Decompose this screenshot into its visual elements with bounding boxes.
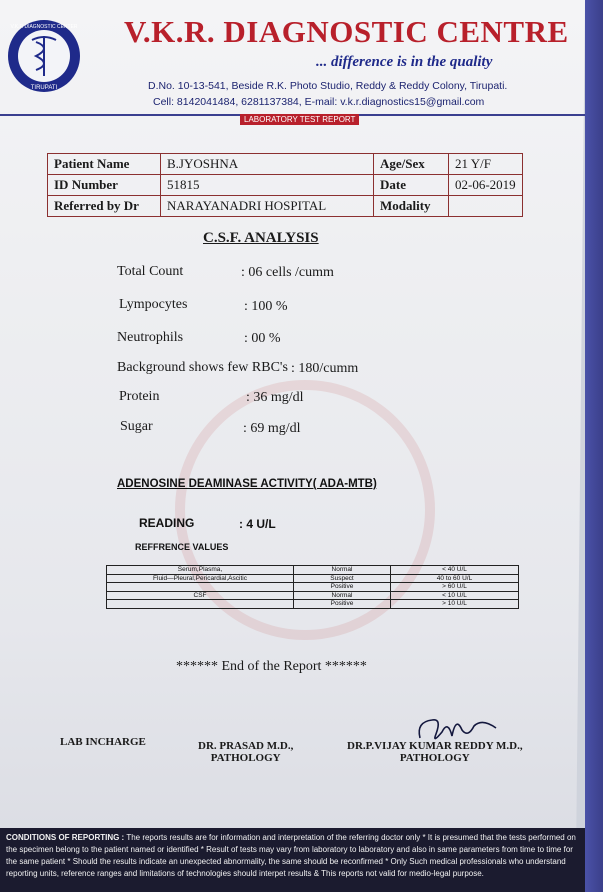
contact-line: Cell: 8142041484, 6281137384, E-mail: v.k.r.diagnostics15@gmail.com <box>153 96 485 108</box>
ref-range: < 10 U/L <box>391 591 519 600</box>
report-label: LABORATORY TEST REPORT <box>240 114 359 125</box>
referred-by: NARAYANADRI HOSPITAL <box>161 196 374 217</box>
doctor-one-name: DR. PRASAD M.D., <box>198 740 294 752</box>
patient-info-table <box>47 153 523 217</box>
ref-status: Positive <box>294 583 391 592</box>
csf-row-label: Neutrophils <box>117 330 184 345</box>
logo-ring-text: V.K.R DIAGNOSTIC CENTER <box>10 24 78 30</box>
ref-sample <box>107 600 294 609</box>
centre-name: V.K.R. DIAGNOSTIC CENTRE <box>124 14 569 49</box>
ref-status: Normal <box>294 566 391 575</box>
csf-row-value: : 06 cells /cumm <box>241 265 334 280</box>
ref-status: Positive <box>294 600 391 609</box>
reading-value: : 4 U/L <box>239 517 276 531</box>
id-label: ID Number <box>48 175 161 196</box>
background-edge <box>585 0 603 892</box>
modality-value <box>449 196 523 217</box>
csf-row-label: Sugar <box>120 419 153 434</box>
csf-row-label: Background shows few RBC's <box>117 360 288 375</box>
ref-range: > 10 U/L <box>391 600 519 609</box>
doctor-one-dept: PATHOLOGY <box>210 752 281 764</box>
doctor-two-name: DR.P.VIJAY KUMAR REDDY M.D., <box>347 740 523 752</box>
end-of-report: ****** End of the Report ****** <box>176 659 367 674</box>
patient-agesex: 21 Y/F <box>449 154 523 175</box>
lab-incharge: LAB INCHARGE <box>60 736 146 748</box>
ref-range: 40 to 60 U/L <box>391 574 519 583</box>
csf-row-label: Total Count <box>117 264 184 279</box>
csf-row-label: Protein <box>119 389 160 404</box>
logo-city: TIRUPATI <box>30 85 58 91</box>
conditions-label: CONDITIONS OF REPORTING : <box>6 833 125 842</box>
patient-name: B.JYOSHNA <box>161 154 374 175</box>
tagline: ... difference is in the quality <box>316 54 493 70</box>
ref-status: Suspect <box>294 574 391 583</box>
report-date: 02-06-2019 <box>449 175 523 196</box>
csf-title: C.S.F. ANALYSIS <box>203 230 319 246</box>
ref-label: Referred by Dr <box>48 196 161 217</box>
ref-sample: Fluid—Pleural,Pericardial,Ascitic <box>107 574 294 583</box>
reference-table <box>106 565 519 609</box>
reading-label: READING <box>139 516 195 530</box>
csf-row-value: : 00 % <box>244 331 281 346</box>
logo-icon <box>6 16 82 100</box>
date-label: Date <box>374 175 449 196</box>
csf-row-label: Lympocytes <box>119 297 188 312</box>
ref-sample: Serum,Plasma, <box>107 566 294 575</box>
name-label: Patient Name <box>48 154 161 175</box>
modality-label: Modality <box>374 196 449 217</box>
csf-row-value: : 69 mg/dl <box>243 421 301 436</box>
ref-range: > 60 U/L <box>391 583 519 592</box>
conditions-text: The reports results are for information and interpretation of the referring doctor only * It is presumed that the tests performed on the specimen belong to the patient named or identified * Result of tests may vary from laboratory to laboratory and also in same parameters from time to time for the same patient * Should the results indicate an unexpected abnormality, the same should be reconfirmed * Only Such medical professionals who understand reporting units, reference ranges and limitations of technologies should interpet results & This reports not valid for medio-legal purpose. <box>6 833 576 878</box>
doctor-two-dept: PATHOLOGY <box>399 752 470 764</box>
address: D.No. 10-13-541, Beside R.K. Photo Studio, Reddy & Reddy Colony, Tirupati. <box>148 80 508 92</box>
conditions-of-reporting <box>0 828 585 892</box>
ref-sample <box>107 583 294 592</box>
reference-title: REFFRENCE VALUES <box>135 542 229 552</box>
patient-id: 51815 <box>161 175 374 196</box>
csf-row-value: : 100 % <box>244 299 288 314</box>
ref-range: < 40 U/L <box>391 566 519 575</box>
csf-row-value: : 36 mg/dl <box>246 390 304 405</box>
doctor-two <box>347 740 523 764</box>
ref-sample: CSF <box>107 591 294 600</box>
agesex-label: Age/Sex <box>374 154 449 175</box>
doctor-one <box>198 740 293 764</box>
csf-row-value: : 180/cumm <box>291 361 359 376</box>
ref-status: Normal <box>294 591 391 600</box>
ada-title: ADENOSINE DEAMINASE ACTIVITY( ADA-MTB) <box>117 478 377 490</box>
